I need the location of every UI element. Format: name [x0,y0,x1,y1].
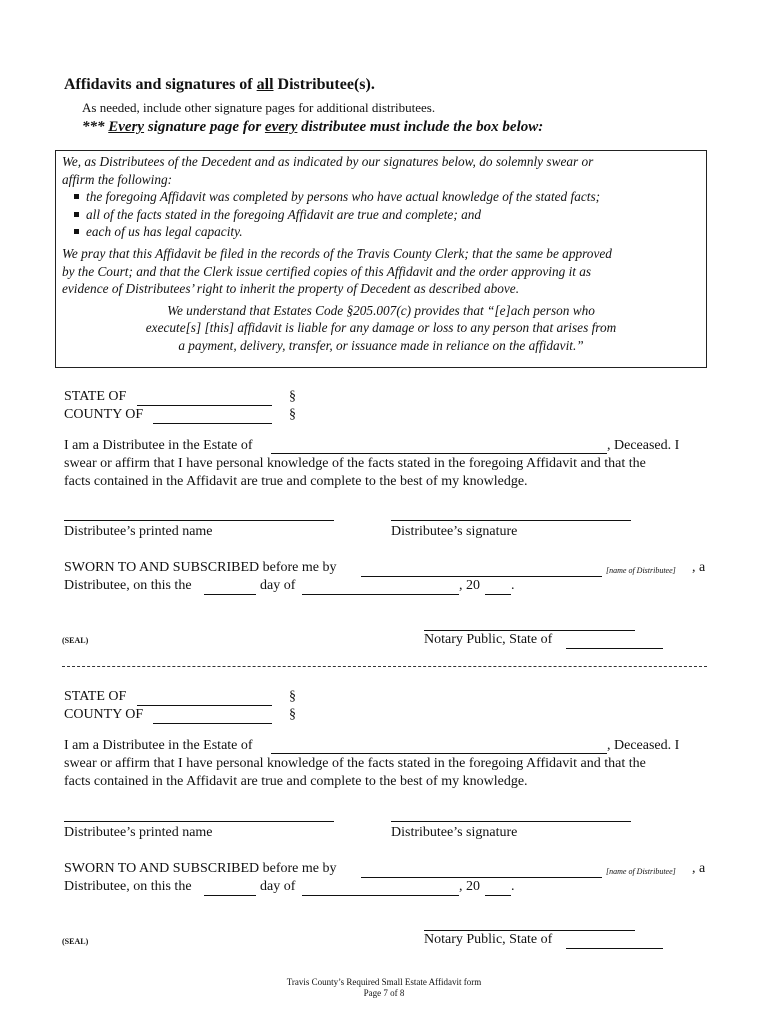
section-symbol: § [289,689,296,704]
notary-label: Notary Public, State of [424,632,553,647]
state-label: STATE OF [64,389,127,404]
box-bullet-list [62,188,706,241]
deceased-text: , Deceased. I [607,738,680,753]
estate-name-field[interactable] [271,753,607,754]
list-item: all of the facts stated in the foregoing Affidavit are true and complete; and [74,206,706,224]
signature-label: Distributee’s signature [391,524,518,539]
printed-name-line[interactable] [64,520,334,521]
notary-signature-line[interactable] [424,930,635,931]
box-pray-line: by the Court; and that the Clerk issue certified copies of this Affidavit and the order approving it as [62,263,592,279]
notary-label: Notary Public, State of [424,932,553,947]
page-title: Affidavits and signatures of all Distributee(s). [64,76,375,93]
page-number: Page 7 of 8 [363,988,405,998]
printed-name-label: Distributee’s printed name [64,524,213,539]
day-field[interactable] [204,895,256,896]
sworn-a-text: , a [692,861,706,876]
distributee-name-field[interactable] [361,877,602,878]
county-field[interactable] [153,423,272,424]
sworn-text: SWORN TO AND SUBSCRIBED before me by [64,560,337,575]
footer-form-name: Travis County’s Required Small Estate Affidavit form [286,977,482,987]
box-intro-line: affirm the following: [62,171,173,187]
month-field[interactable] [302,594,459,595]
estate-line: I am a Distributee in the Estate of [64,438,253,453]
box-pray-line: evidence of Distributees’ right to inherit the property of Decedent as described above. [62,281,520,297]
section-symbol: § [289,407,296,422]
day-of-text: day of [260,578,296,593]
seal-label: (SEAL) [62,636,89,645]
section-symbol: § [289,389,296,404]
notary-signature-line[interactable] [424,630,635,631]
box-code-line: execute[s] [this] affidavit is liable for any damage or loss to any person that arises from [145,320,617,336]
sworn-statement-box [55,150,707,368]
subheading: As needed, include other signature pages for additional distributees. [82,100,436,115]
year-field[interactable] [485,594,511,595]
affidavit-text: facts contained in the Affidavit are true and complete to the best of my knowledge. [64,474,528,489]
printed-name-label: Distributee’s printed name [64,825,213,840]
on-this-text: Distributee, on this the [64,879,192,894]
signature-line[interactable] [391,821,631,822]
county-label: COUNTY OF [64,407,144,422]
estate-name-field[interactable] [271,453,607,454]
year-text: , 20 [459,578,480,593]
section-symbol: § [289,707,296,722]
state-field[interactable] [137,705,272,706]
year-text: , 20 [459,879,480,894]
day-of-text: day of [260,879,296,894]
name-hint: [name of Distributee] [606,867,676,876]
notary-state-field[interactable] [566,948,663,949]
affidavit-text: facts contained in the Affidavit are true and complete to the best of my knowledge. [64,774,528,789]
sworn-text: SWORN TO AND SUBSCRIBED before me by [64,861,337,876]
list-item: the foregoing Affidavit was completed by persons who have actual knowledge of the stated facts; [74,188,706,206]
distributee-name-field[interactable] [361,576,602,577]
sworn-a-text: , a [692,560,706,575]
affidavit-text: swear or affirm that I have personal knowledge of the facts stated in the foregoing Affidavit and that the [64,456,646,471]
county-label: COUNTY OF [64,707,144,722]
printed-name-line[interactable] [64,821,334,822]
on-this-text: Distributee, on this the [64,578,192,593]
footer [0,977,768,999]
day-field[interactable] [204,594,256,595]
year-end: . [511,879,515,894]
box-intro-line: We, as Distributees of the Decedent and as indicated by our signatures below, do solemnly swear or [62,154,594,169]
list-item: each of us has legal capacity. [74,223,706,241]
estate-line: I am a Distributee in the Estate of [64,738,253,753]
notary-state-field[interactable] [566,648,663,649]
notice-line: *** Every signature page for every distributee must include the box below: [82,119,544,135]
section-divider [62,666,707,667]
year-end: . [511,578,515,593]
box-code-line: We understand that Estates Code §205.007(c) provides that “[e]ach person who [167,302,595,318]
year-field[interactable] [485,895,511,896]
state-field[interactable] [137,405,272,406]
deceased-text: , Deceased. I [607,438,680,453]
box-code-line: a payment, delivery, transfer, or issuance made in reliance on the affidavit.” [178,337,584,353]
month-field[interactable] [302,895,459,896]
seal-label: (SEAL) [62,937,89,946]
box-pray-line: We pray that this Affidavit be filed in the records of the Travis County Clerk; that the same be approved [62,245,612,261]
name-hint: [name of Distributee] [606,566,676,575]
county-field[interactable] [153,723,272,724]
state-label: STATE OF [64,689,127,704]
affidavit-text: swear or affirm that I have personal knowledge of the facts stated in the foregoing Affidavit and that the [64,756,646,771]
signature-label: Distributee’s signature [391,825,518,840]
signature-line[interactable] [391,520,631,521]
